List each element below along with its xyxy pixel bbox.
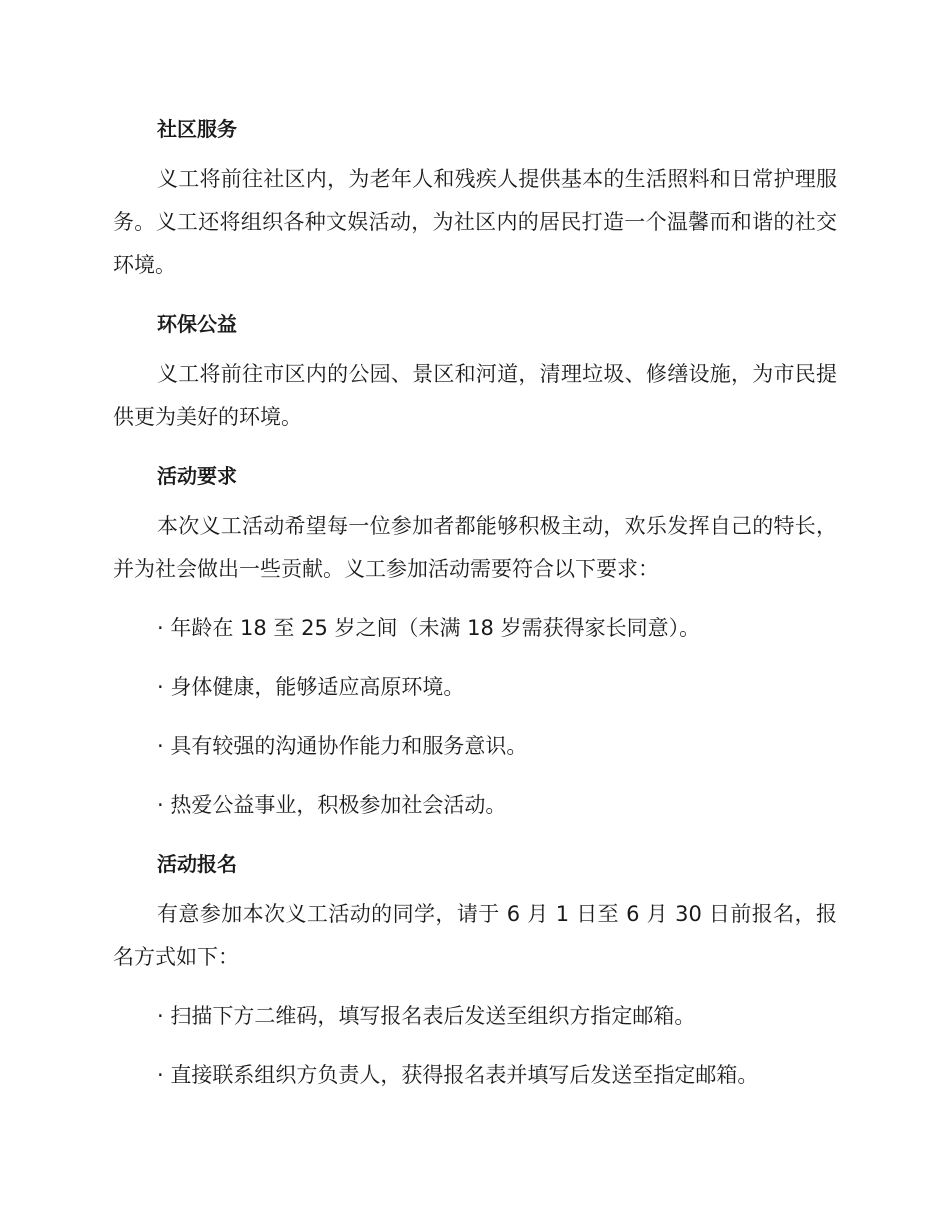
requirement-bullet: · 年龄在 18 至 25 岁之间（未满 18 岁需获得家长同意）。	[157, 616, 701, 640]
section-paragraph: 有意参加本次义工活动的同学，请于 6 月 1 日至 6 月 30 日前报名，报名方式如下：	[113, 902, 837, 969]
section-paragraph: 义工将前往社区内，为老年人和残疾人提供基本的生活照料和日常护理服务。义工还将组织各种文娱活动，为社区内的居民打造一个温馨而和谐的社交环境。	[113, 167, 837, 277]
section-heading: 环保公益	[157, 312, 237, 336]
section-activity-requirements	[113, 455, 837, 827]
document-page	[113, 108, 837, 1113]
section-paragraph: 义工将前往市区内的公园、景区和河道，清理垃圾、修缮设施，为市民提供更为美好的环境。	[113, 362, 837, 429]
registration-bullet: · 扫描下方二维码，填写报名表后发送至组织方指定邮箱。	[157, 1004, 696, 1028]
registration-bullet: · 直接联系组织方负责人，获得报名表并填写后发送至指定邮箱。	[157, 1063, 759, 1087]
section-activity-registration	[113, 843, 837, 1097]
section-community-service	[113, 108, 837, 287]
requirement-bullet: · 热爱公益事业，积极参加社会活动。	[157, 793, 507, 817]
section-heading: 社区服务	[157, 117, 237, 141]
section-paragraph: 本次义工活动希望每一位参加者都能够积极主动，欢乐发挥自己的特长，并为社会做出一些贡献。义工参加活动需要符合以下要求：	[113, 514, 837, 581]
section-environmental-welfare	[113, 303, 837, 439]
section-heading: 活动报名	[157, 852, 237, 876]
requirement-bullet: · 身体健康，能够适应高原环境。	[157, 675, 465, 699]
requirement-bullet: · 具有较强的沟通协作能力和服务意识。	[157, 734, 528, 758]
section-heading: 活动要求	[157, 464, 237, 488]
